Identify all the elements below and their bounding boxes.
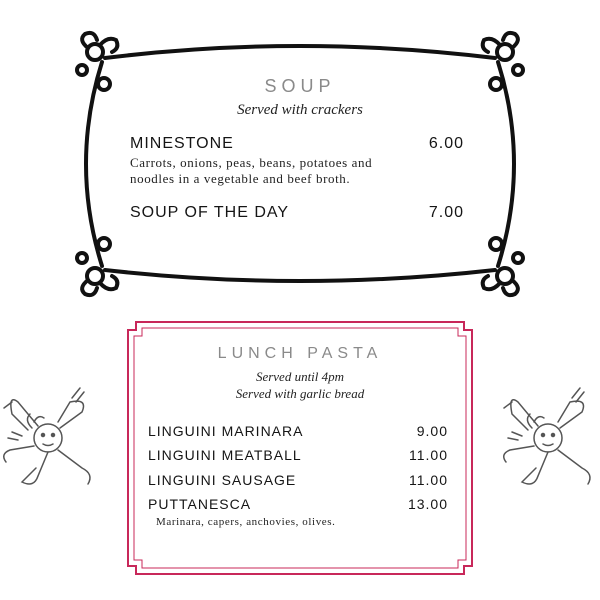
pasta-item-price: 11.00 <box>409 472 448 488</box>
trinacria-icon <box>4 388 90 484</box>
trinacria-icon <box>504 388 590 484</box>
soup-title: SOUP <box>264 76 336 96</box>
soup-item-description: noodles in a vegetable and beef broth. <box>130 171 351 186</box>
pasta-item-price: 13.00 <box>407 496 448 512</box>
soup-item-price: 7.00 <box>428 204 464 221</box>
pasta-item-name: LINGUINI MARINARA <box>148 423 304 439</box>
pasta-subtitle: Served with garlic bread <box>235 386 365 401</box>
soup-item-description: Carrots, onions, peas, beans, potatoes and <box>130 155 373 170</box>
pasta-item-name: PUTTANESCA <box>148 496 252 512</box>
pasta-item-description: Marinara, capers, anchovies, olives. <box>156 516 336 528</box>
soup-item-name: MINESTONE <box>130 135 234 152</box>
soup-item-name: SOUP OF THE DAY <box>130 204 290 221</box>
soup-subtitle: Served with crackers <box>237 102 363 118</box>
pasta-item-name: LINGUINI SAUSAGE <box>148 472 297 488</box>
pasta-item-name: LINGUINI MEATBALL <box>148 447 302 463</box>
pasta-item-price: 11.00 <box>409 447 448 463</box>
pasta-item-price: 9.00 <box>416 423 448 439</box>
soup-item-price: 6.00 <box>428 135 464 152</box>
pasta-subtitle: Served until 4pm <box>255 369 345 384</box>
pasta-title: LUNCH PASTA <box>217 345 383 362</box>
